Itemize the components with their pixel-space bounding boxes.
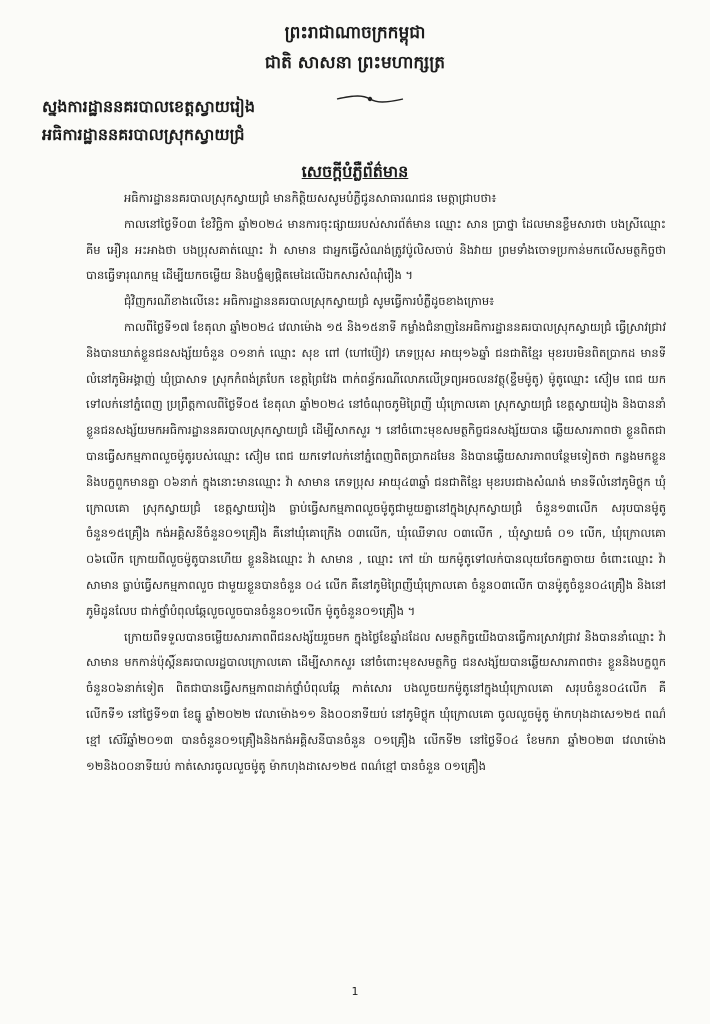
- paragraph-arrest-details: កាលពីថ្ងៃទី១៧ ខែតុលា ឆ្នាំ២០២៤ វេលាម៉ោង ១៥ និង១៥នាទី កម្លាំងជំនាញនៃអធិការដ្ឋាននគរបាលស្រុកស្វាយជ្រំ ធ្វើស្រាវជ្រាវ និងបានឃាត់ខ្លួនជនសង្ស័យចំនួន ០១នាក់ ឈ្មោះ សុខ ពៅ (ហៅប៉ៀវ) ភេទប្រុស អាយុ១៦ឆ្នាំ ជនជាតិខ្មែរ មុខរបរមិនពិតប្រាកដ មានទីលំនៅភូមិអង្គាញ់ ឃុំប្រាសាទ ស្រុកកំពង់ត្របែក ខេត្តព្រៃវែង ពាក់ពន្ធ័ករណីលោភលើទ្រព្យអចលនវត្ថុ(ខ្ទឹមម៉ូតូ) ម៉ូតូឈ្មោះ ស៊ៀម ពេជ យកទៅលក់នៅភ្នំពេញ ប្រព្រឹត្តកាលពីថ្ងៃទី០៥ ខែតុលា ឆ្នាំ២០២៤ នៅចំណុចភូមិព្រៃញី ឃុំក្រោលគោ ស្រុកស្វាយជ្រំ ខេត្តស្វាយរៀង និងបាននាំខ្លួនជនសង្ស័យមកអធិការដ្ឋាននគរបាលស្រុកស្វាយជ្រំ ដើម្បីសាកសួរ ។ នៅចំពោះមុខសមត្ថកិច្ចជនសង្ស័យបាន ឆ្លើយសារភាពថា ខ្លួនពិតជាបានធ្វើសកម្មភាពលួចម៉ូតូរបស់ឈ្មោះ ស៊ៀម ពេជ យកទៅលក់នៅភ្នំពេញពិតប្រាកដមែន និងបានឆ្លើយសារភាពបន្ថែមទៀតថា កន្លងមកខ្លួន និងបក្ខពួកមានគ្នា ០៦នាក់ ក្នុងនោះមានឈ្មោះ វ៉ា សាមាន ភេទប្រុស អាយុ៤៣ឆ្នាំ ជនជាតិខ្មែរ មុខរបរជាងសំណង់ មានទីលំនៅភូមិថ្លុក ឃុំក្រោលគោ ស្រុកស្វាយជ្រំ ខេត្តស្វាយរៀង ធ្លាប់ធ្វើសកម្មភាពលួចម៉ូតូជាមួយគ្នានៅក្នុងស្រុកស្វាយជ្រំ ចំនួន១៣លើក សរុបបានម៉ូតូចំនួន១៥គ្រឿង កង់អគ្គិសនីចំនួន០១គ្រឿង គឺនៅឃុំគោក្រើង ០៣លើក, ឃុំឈើទាល ០៣លើក , ឃុំស្វាយធំ ០១ លើក, ឃុំក្រោលគោ ០៦លើក ក្រោយពីលួចម៉ូតូបានហើយ ខ្លួននិងឈ្មោះ វ៉ា សាមាន , ឈ្មោះ កៅ យ៉ា យកម៉ូតូទៅលក់បានលុយចែកគ្នាចាយ ចំពោះឈ្មោះ វ៉ា សាមាន ធ្លាប់ធ្វើសកម្មភាពលួច ជាមួយខ្លួនបានចំនួន ០៤ លើក គឺនៅភូមិព្រៃញីឃុំក្រោលគោ ចំនួន០៣លើក បានម៉ូតូចំនួន០៤គ្រឿង និងនៅភូមិដូនលែប ជាក់ថ្នាំបំពុលឆ្កែលួចលួចបានចំនួន០១លើក ម៉ូតូចំនួន០១គ្រឿង ។: [86, 319, 666, 618]
- commissariat-name: ស្នងការដ្ឋាននគរបាលខេត្តស្វាយរៀង: [42, 97, 255, 116]
- paragraph-report: កាលនៅថ្ងៃទី០៣ ខែវិច្ឆិកា ឆ្នាំ២០២៤ មានការចុះផ្សាយរបស់សារព័ត៌មាន ឈ្មោះ សាន ប្រាថ្នា ដែលមានខ្លឹមសារថា បងស្រីឈ្មោះ គីម អឿន អះអាងថា បងប្រុសគាត់ឈ្មោះ វ៉ា សាមាន ជាអ្នកធ្វើសំណង់ត្រូវប៉ូលិសចាប់ និងវាយ ព្រមទាំងចោទប្រកាន់មកលើសមត្ថកិច្ចថា បានធ្វើទារុណកម្ម ដើម្បីយកចម្លើយ និងបង្ខំឲ្យផ្តិតមេដៃលើឯកសារសំណុំរឿង ។: [86, 216, 666, 283]
- national-motto: ជាតិ សាសនា ព្រះមហាក្សត្រ: [264, 53, 446, 73]
- paragraph-clarification-intro: ជុំវិញករណីខាងលើនេះ អធិការដ្ឋាននគរបាលស្រុកស្វាយជ្រំ សូមធ្វើការបំភ្លឺដូចខាងក្រោម៖: [124, 294, 495, 309]
- page-number: 1: [351, 985, 359, 998]
- document-body: [86, 186, 666, 779]
- paragraph-confession: ក្រោយពីទទួលបានចម្លើយសារភាពពីជនសង្ស័យរួចមក ក្នុងថ្ងៃខែឆ្នាំដដែល សមត្ថកិច្ចយើងបានធ្វើការស្រាវជ្រាវ និងបាននាំឈ្មោះ វ៉ា សាមាន មកកាន់ប៉ុស្តិ៍នគរបាលរដ្ឋបាលក្រោលគោ ដើម្បីសាកសួរ នៅចំពោះមុខសមត្ថកិច្ច ជនសង្ស័យបានឆ្លើយសារភាពថា៖ ខ្លួននិងបក្ខពួកចំនួន០៦នាក់ទៀត ពិតជាបានធ្វើសកម្មភាពដាក់ថ្នាំបំពុលឆ្កែ កាត់សោរ បងលួចយកម៉ូតូនៅក្នុងឃុំក្រោលគោ សរុបចំនួន០៤លើក គឺ លើកទី១ នៅថ្ងៃទី១៣ ខែធ្នូ ឆ្នាំ២០២២ វេលាម៉ោង១១ និង០០នាទីយប់ នៅភូមិថ្លុក ឃុំក្រោលគោ ចូលលួចម៉ូតូ ម៉ាកហុងដាសេ១២៥ ពណ៌ខ្មៅ ស៊េរីឆ្នាំ២០១៣ បានចំនួន០១គ្រឿងនិងកង់អគ្គិសនីបានចំនួន ០១គ្រឿង លើកទី២ នៅថ្ងៃទី០៤ ខែមករា ឆ្នាំ២០២៣ វេលាម៉ោង ១២និង០០នាទីយប់ កាត់សោរចូលលួចម៉ូតូ ម៉ាកហុងដាសេ១២៥ ពណ៌ខ្មៅ បានចំនួន ០១គ្រឿង: [86, 629, 666, 773]
- inspectorate-name: អធិការដ្ឋាននគរបាលស្រុកស្វាយជ្រំ: [42, 125, 245, 144]
- kingdom-heading: ព្រះរាជាណាចក្រកម្ពុជា: [284, 23, 426, 43]
- ornament-divider-icon: [335, 93, 405, 105]
- paragraph-intro: អធិការដ្ឋាននគរបាលស្រុកស្វាយជ្រំ មានកិត្តិយសសូមបំភ្លឺជូនសាធារណជន មេត្តាជ្រាបថា៖: [124, 191, 497, 205]
- document-title: សេចក្តីបំភ្លឺព័ត៌មាន: [301, 162, 409, 181]
